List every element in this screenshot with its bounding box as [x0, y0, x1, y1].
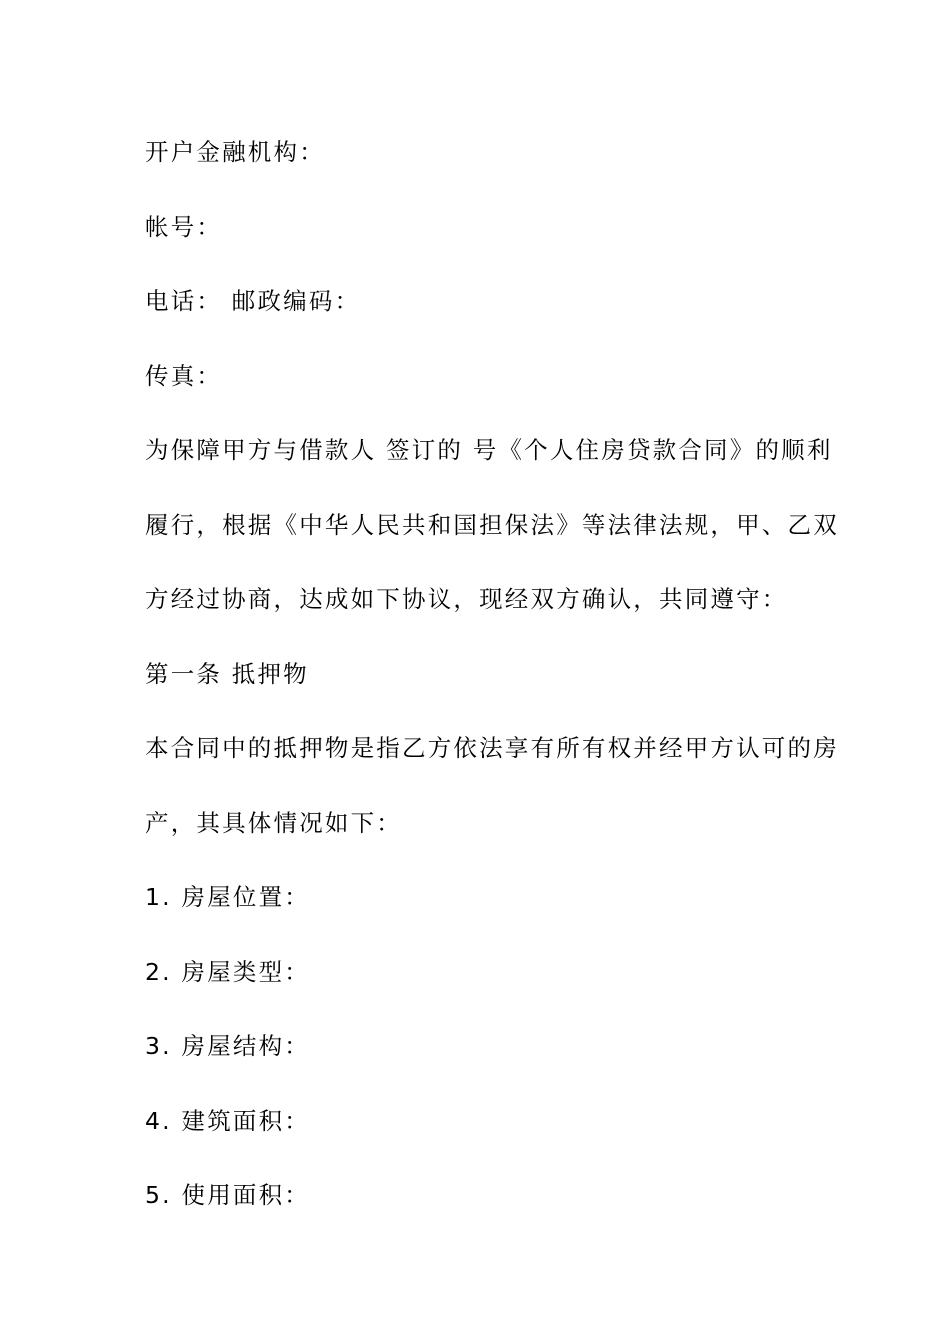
text-line-paragraph-1: 为保障甲方与借款人 签订的 号《个人住房贷款合同》的顺利 — [145, 436, 833, 464]
list-item-type: 2. 房屋类型： — [145, 958, 310, 986]
text-line-article-1-body-2: 产，其具体情况如下： — [145, 809, 402, 837]
section-heading-article-1: 第一条 抵押物 — [145, 660, 309, 688]
text-line-account: 帐号： — [145, 213, 223, 241]
text-line-article-1-body-1: 本合同中的抵押物是指乙方依法享有所有权并经甲方认可的房 — [145, 734, 839, 762]
list-item-building-area: 4. 建筑面积： — [145, 1107, 310, 1135]
text-line-phone-postcode: 电话： 邮政编码： — [145, 287, 361, 315]
text-line-fax: 传真： — [145, 362, 223, 390]
text-line-paragraph-2: 履行，根据《中华人民共和国担保法》等法律法规，甲、乙双 — [145, 511, 839, 539]
list-item-structure: 3. 房屋结构： — [145, 1032, 310, 1060]
text-line-bank: 开户金融机构： — [145, 138, 325, 166]
list-item-usable-area: 5. 使用面积： — [145, 1181, 310, 1209]
list-item-location: 1. 房屋位置： — [145, 883, 310, 911]
text-line-paragraph-3: 方经过协商，达成如下协议，现经双方确认，共同遵守： — [145, 585, 788, 613]
